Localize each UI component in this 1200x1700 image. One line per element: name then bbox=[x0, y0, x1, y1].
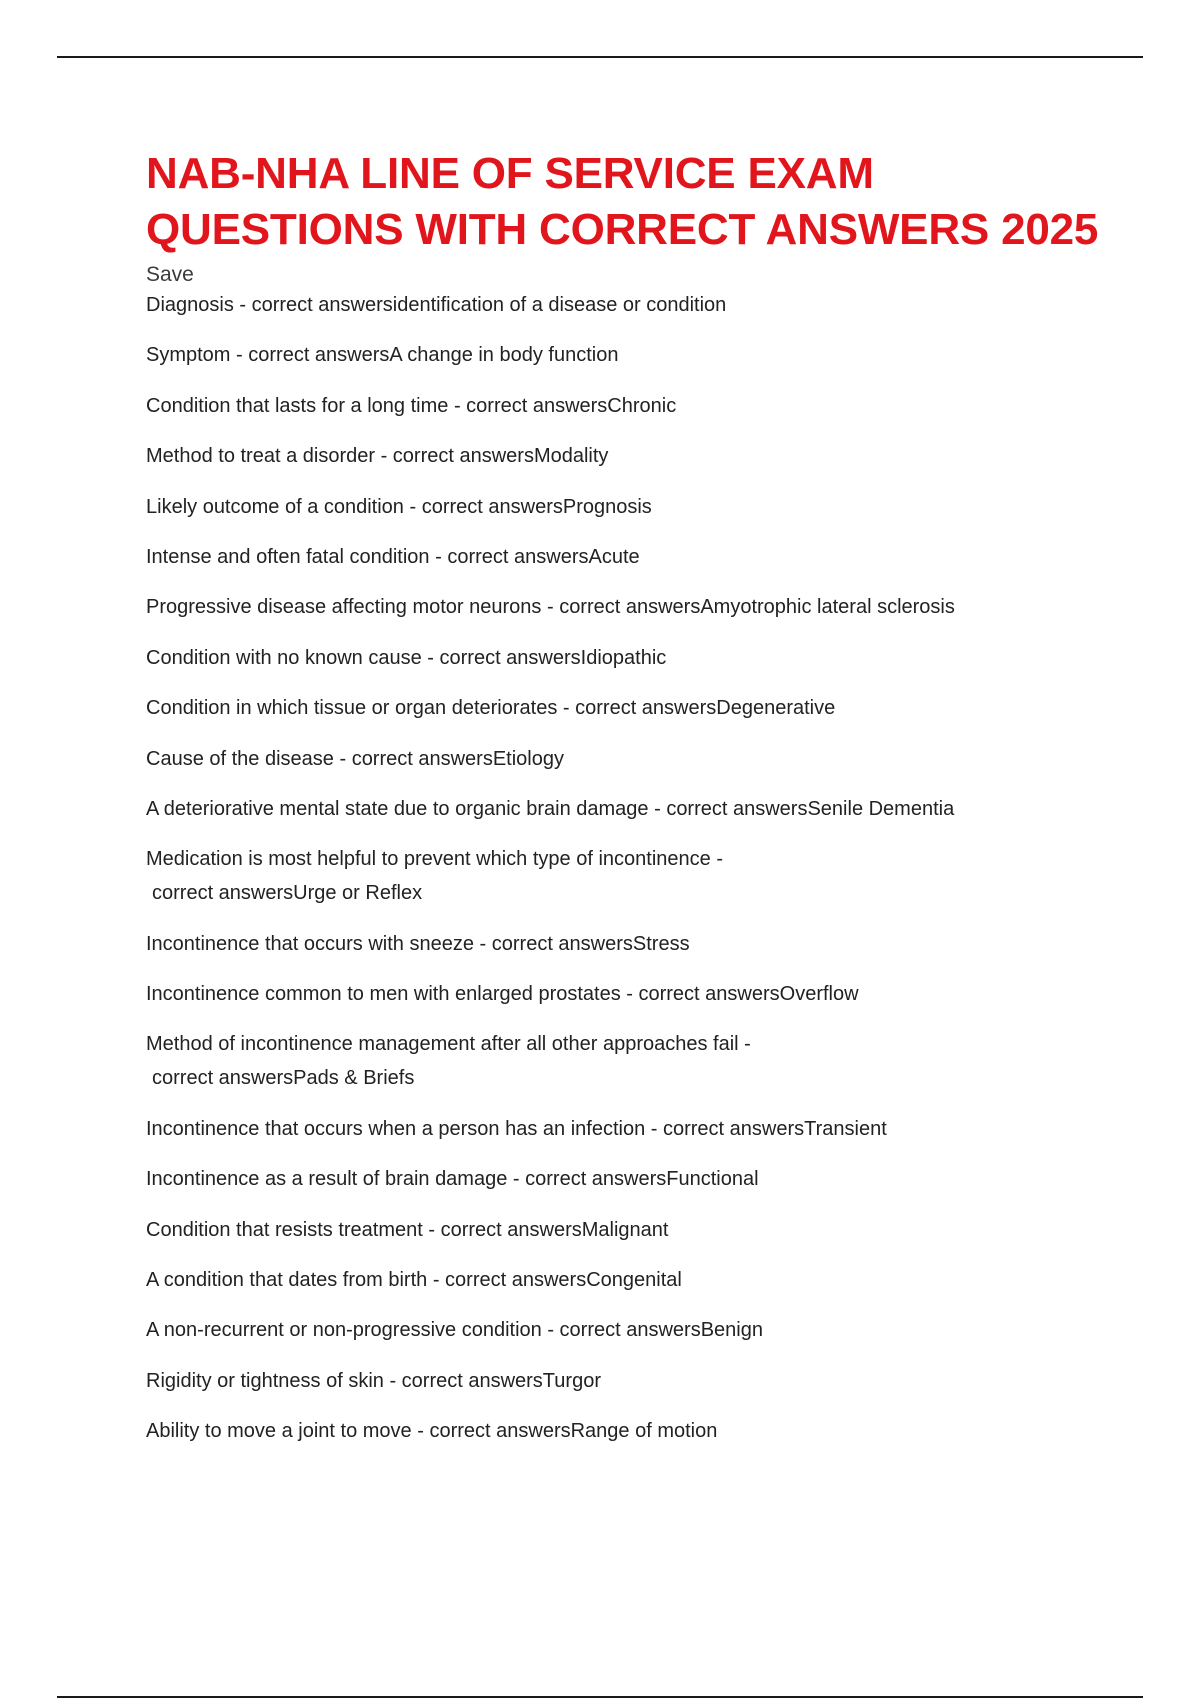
qa-item bbox=[146, 1217, 1106, 1243]
answer-text: correct answersFunctional bbox=[525, 1168, 759, 1191]
question-text: Rigidity or tightness of skin - bbox=[146, 1369, 402, 1392]
question-text: Diagnosis - bbox=[146, 294, 252, 316]
answer-text: correct answersA change in body function bbox=[248, 344, 619, 367]
top-divider bbox=[57, 56, 1143, 58]
qa-item bbox=[146, 393, 1106, 419]
qa-item bbox=[146, 1317, 1106, 1343]
question-text: Incontinence as a result of brain damage - bbox=[146, 1168, 526, 1191]
answer-text: correct answersIdiopathic bbox=[439, 646, 667, 669]
question-text: Likely outcome of a condition - bbox=[146, 495, 422, 518]
answer-text: correct answersUrge or Reflex bbox=[152, 882, 423, 905]
qa-item bbox=[146, 1031, 1106, 1091]
question-text: Incontinence that occurs when a person has an infection - bbox=[146, 1117, 663, 1140]
question-text: Intense and often fatal condition - bbox=[146, 545, 448, 568]
bottom-divider bbox=[57, 1696, 1143, 1698]
qa-item bbox=[146, 1166, 1106, 1192]
qa-item bbox=[146, 931, 1106, 957]
answer-text: correct answersOverflow bbox=[638, 983, 859, 1006]
answer-text: correct answersModality bbox=[392, 445, 609, 468]
question-text: Progressive disease affecting motor neurons - bbox=[146, 596, 560, 619]
answer-text: correct answersPads & Briefs bbox=[152, 1067, 415, 1090]
answer-text: correct answersTurgor bbox=[401, 1369, 601, 1392]
answer-text: correct answersCongenital bbox=[445, 1269, 682, 1292]
document-body bbox=[146, 146, 1106, 1469]
question-text: Ability to move a joint to move - bbox=[146, 1420, 430, 1443]
qa-item bbox=[146, 494, 1106, 520]
qa-item bbox=[146, 1418, 1106, 1444]
qa-item bbox=[146, 1116, 1106, 1142]
qa-list bbox=[146, 292, 1106, 1444]
qa-item bbox=[146, 594, 1106, 620]
qa-item bbox=[146, 544, 1106, 570]
question-text: Condition in which tissue or organ deteriorates - bbox=[146, 697, 576, 720]
qa-item bbox=[146, 981, 1106, 1007]
answer-text: correct answersRange of motion bbox=[429, 1420, 718, 1443]
question-text: Medication is most helpful to prevent which type of incontinence - bbox=[146, 848, 723, 871]
question-text: A deteriorative mental state due to organic brain damage - bbox=[146, 797, 667, 820]
answer-text: correct answersStress bbox=[491, 932, 690, 955]
answer-text: correct answersDegenerative bbox=[575, 697, 836, 720]
qa-item bbox=[146, 846, 1106, 906]
qa-item bbox=[146, 746, 1106, 772]
question-text: A condition that dates from birth - bbox=[146, 1269, 446, 1292]
question-text: Cause of the disease - bbox=[146, 747, 352, 770]
answer-text: correct answersMalignant bbox=[440, 1218, 669, 1241]
answer-text: correct answersChronic bbox=[466, 394, 677, 417]
question-text: Condition that lasts for a long time - bbox=[146, 394, 467, 417]
qa-item bbox=[146, 292, 1106, 318]
question-text: Incontinence common to men with enlarged prostates - bbox=[146, 983, 639, 1006]
answer-text: correct answersAcute bbox=[447, 545, 640, 568]
answer-text: correct answersidentification of a disease or condition bbox=[251, 294, 727, 316]
qa-item bbox=[146, 443, 1106, 469]
qa-item bbox=[146, 342, 1106, 368]
question-text: Incontinence that occurs with sneeze - bbox=[146, 932, 492, 955]
save-link[interactable]: Save bbox=[146, 263, 194, 286]
answer-text: correct answersTransient bbox=[662, 1117, 887, 1140]
question-text: Condition that resists treatment - bbox=[146, 1218, 441, 1241]
document-title: NAB-NHA LINE OF SERVICE EXAM QUESTIONS WITH CORRECT ANSWERS 2025 bbox=[146, 149, 1099, 254]
question-text: Method of incontinence management after all other approaches fail - bbox=[146, 1033, 751, 1056]
qa-item bbox=[146, 695, 1106, 721]
qa-item bbox=[146, 796, 1106, 822]
qa-item bbox=[146, 1267, 1106, 1293]
answer-text: correct answersEtiology bbox=[351, 747, 564, 770]
answer-text: correct answersSenile Dementia bbox=[666, 797, 955, 820]
question-text: Symptom - bbox=[146, 344, 249, 367]
answer-text: correct answersBenign bbox=[559, 1319, 763, 1342]
qa-item bbox=[146, 1368, 1106, 1394]
question-text: Condition with no known cause - bbox=[146, 646, 440, 669]
question-text: Method to treat a disorder - bbox=[146, 445, 393, 468]
answer-text: correct answersPrognosis bbox=[421, 495, 652, 518]
qa-item bbox=[146, 645, 1106, 671]
answer-text: correct answersAmyotrophic lateral sclerosis bbox=[559, 596, 955, 619]
question-text: A non-recurrent or non-progressive condition - bbox=[146, 1319, 560, 1342]
